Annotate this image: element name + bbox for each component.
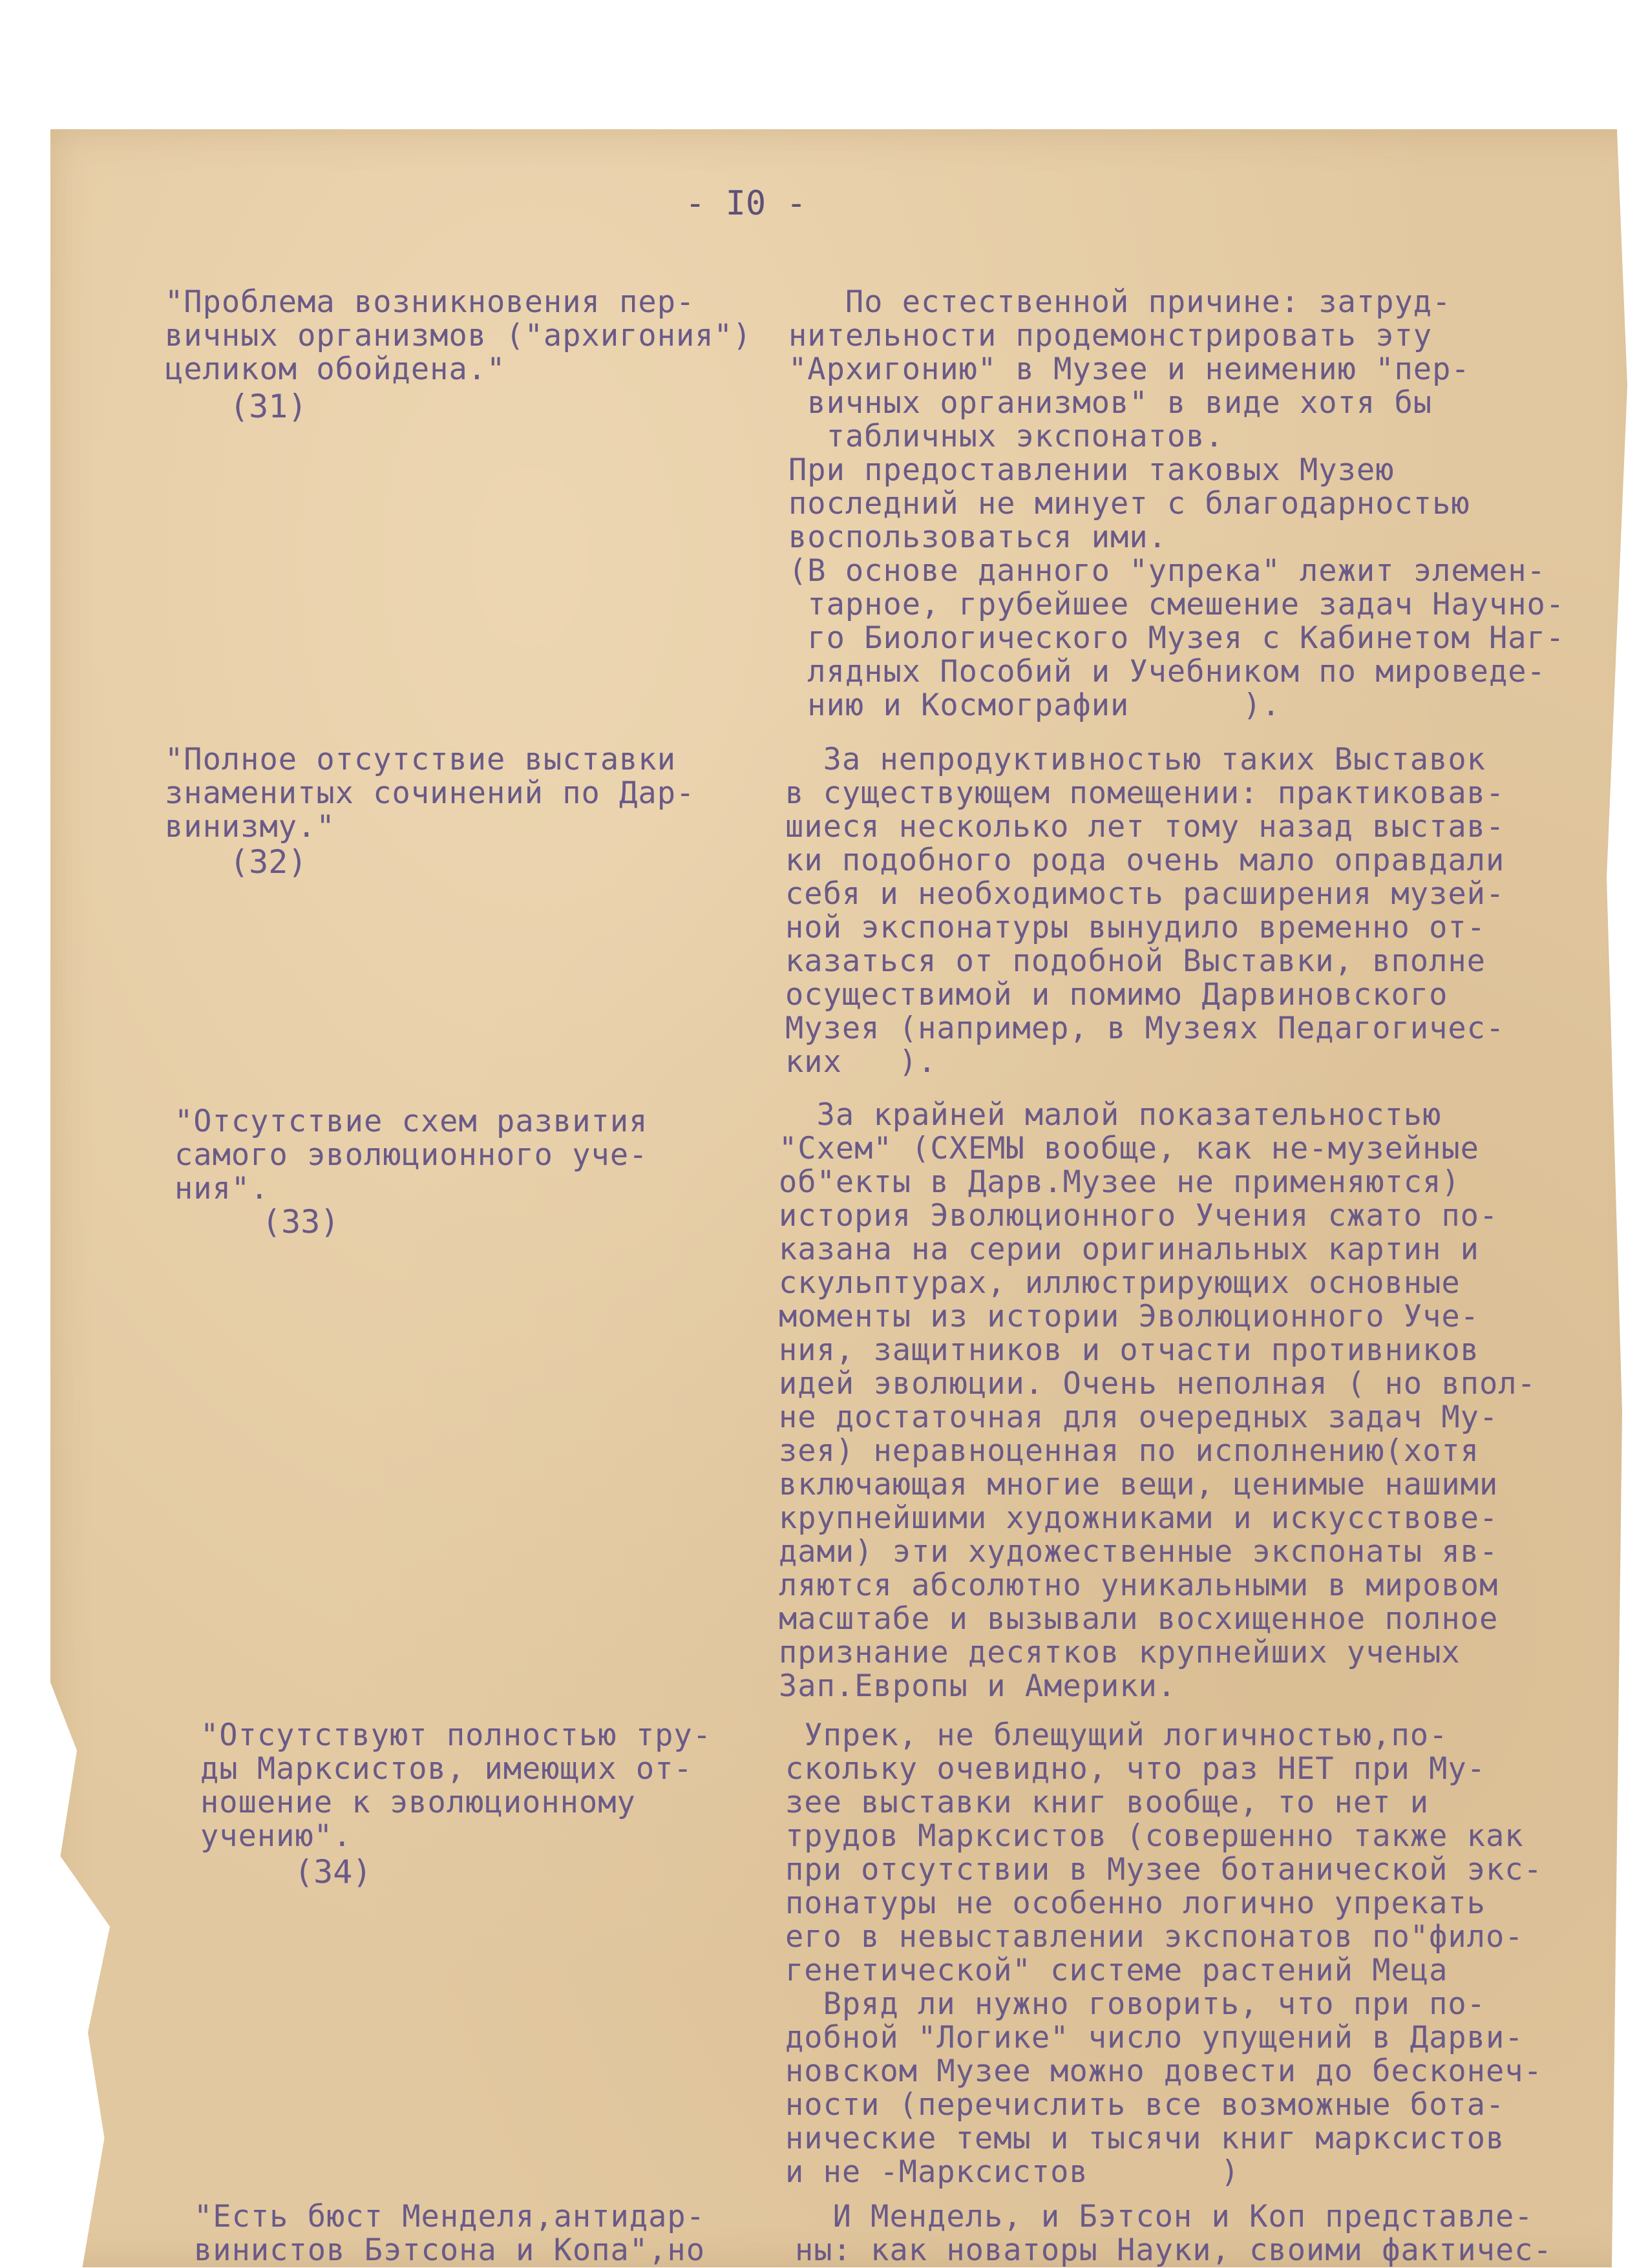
response-35: И Мендель, и Бэтсон и Коп представле- ны: как новаторы Науки, своими фактичес-: [795, 2199, 1552, 2268]
critique-33: "Отсутствие схем развития самого эволюционного уче- ния".: [174, 1104, 648, 1206]
reference-33: (33): [262, 1203, 340, 1241]
response-32: За непродуктивностью таких Выставок в существующем помещении: практиковав- шиеся несколько лет тому назад выстав- ки подобного рода очень мало оправдали себя и необходимость расширения музей- ной экспонатуры вынудило временно от- казаться от подобной Выставки, вполне осуществимой и помимо Дарвиновского Музея (например, в Музеях Педагогичес- ких ).: [785, 742, 1505, 1080]
critique-35: "Есть бюст Менделя,антидар- винистов Бэтсона и Копа",но: [194, 2199, 706, 2268]
reference-34: (34): [294, 1853, 372, 1891]
reference-31: (31): [229, 388, 308, 425]
critique-31: "Проблема возникновения пер- вичных организмов ("архигония") целиком обойдена.": [165, 284, 752, 387]
page-number: - I0 -: [685, 184, 807, 223]
response-34: Упрек, не блещущий логичностью,по- скольку очевидно, что раз НЕТ при Му- зее выставки книг вообще, то нет и трудов Марксистов (совершенно также как при отсутствии в Музее ботанической экс- понатуры не особенно логично упрекать его в невыставлении экспонатов по"фило- генетической" системе растений Меца Вряд ли нужно говорить, что при по- добной "Логике" число упущений в Дарви- новском Музее можно довести до бесконеч- ности (перечислить все возможные бота- нические темы и тысячи книг марксистов и не -Марксистов ): [785, 1717, 1543, 2190]
response-33: За крайней малой показательностью "Схем" (СХЕМЫ вообще, как не-музейные об"екты в Дарв.Музее не применяются) история Эволюционного Учения сжато по- казана на серии оригинальных картин и скульптурах, иллюстрирующих основные моменты из истории Эволюционного Уче- ния, защитников и отчасти противников идей эволюции. Очень неполная ( но впол- не достаточная для очередных задач Му- зея) неравноценная по исполнению(хотя включающая многие вещи, ценимые нашими крупнейшими художниками и искусствове- дами) эти художественные экспонаты яв- ляются абсолютно уникальными в мировом масштабе и вызывали восхищенное полное признание десятков крупнейших ученых Зап.Европы и Америки.: [779, 1097, 1536, 1704]
critique-34: "Отсутствуют полностью тру- ды Марксистов, имеющих от- ношение к эволюционному учению".: [200, 1717, 712, 1854]
response-31: По естественной причине: затруд- нительности продемонстрировать эту "Архигонию" в Музее и неимению "пер- вичных организмов" в виде хотя бы табличных экспонатов. При предоставлении таковых Музею последний не минует с благодарностью воспользоваться ими. (В основе данного "упрека" лежит элемен- тарное, грубейшее смешение задач Научно- го Биологического Музея с Кабинетом Наг- лядных Пособий и Учебником по мироведе- нию и Космографии ).: [788, 284, 1565, 723]
critique-32: "Полное отсутствие выставки знаменитых сочинений по Дар- винизму.": [165, 742, 695, 845]
reference-32: (32): [229, 843, 308, 881]
